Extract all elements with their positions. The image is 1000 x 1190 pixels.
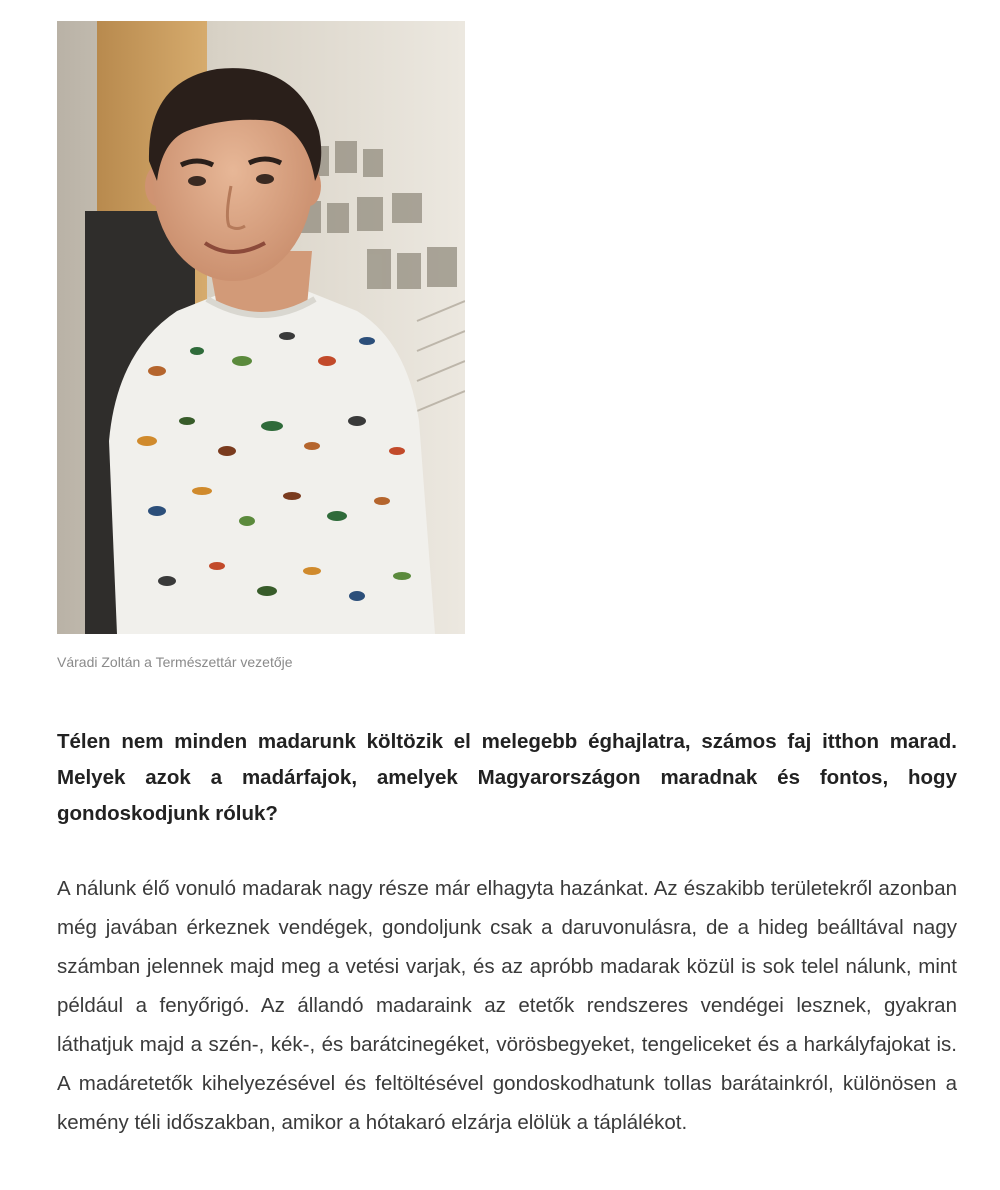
body-paragraph: A nálunk élő vonuló madarak nagy része már elhagyta hazánkat. Az északibb területekről azonban még javában érkeznek vendégek, gondoljunk csak a daruvonulásra, de a hideg beálltával nagy számban jelennek majd meg a vetési varjak, és az apróbb madarak közül is sok telel nálunk, mint például a fenyőrigó. Az állandó madaraink az etetők rendszeres vendégei lesznek, gyakran láthatjuk majd a szén-, kék-, és barátcinegéket, vörösbegyeket, tengeliceket és a harkályfajokat is. A madáretetők kihelyezésével és feltöltésével gondoskodhatunk tollas barátainkról, különösen a kemény téli időszakban, amikor a hótakaró elzárja elölük a táplálékot. bbox=[57, 877, 957, 1134]
article-photo bbox=[57, 21, 465, 634]
lead-paragraph: Télen nem minden madarunk költözik el melegebb éghajlatra, számos faj itthon marad. Melyek azok a madárfajok, amelyek Magyarországon maradnak és fontos, hogy gondoskodjunk róluk? bbox=[57, 730, 957, 825]
portrait-photo bbox=[57, 21, 465, 634]
photo-caption: Váradi Zoltán a Természettár vezetője bbox=[57, 654, 293, 670]
